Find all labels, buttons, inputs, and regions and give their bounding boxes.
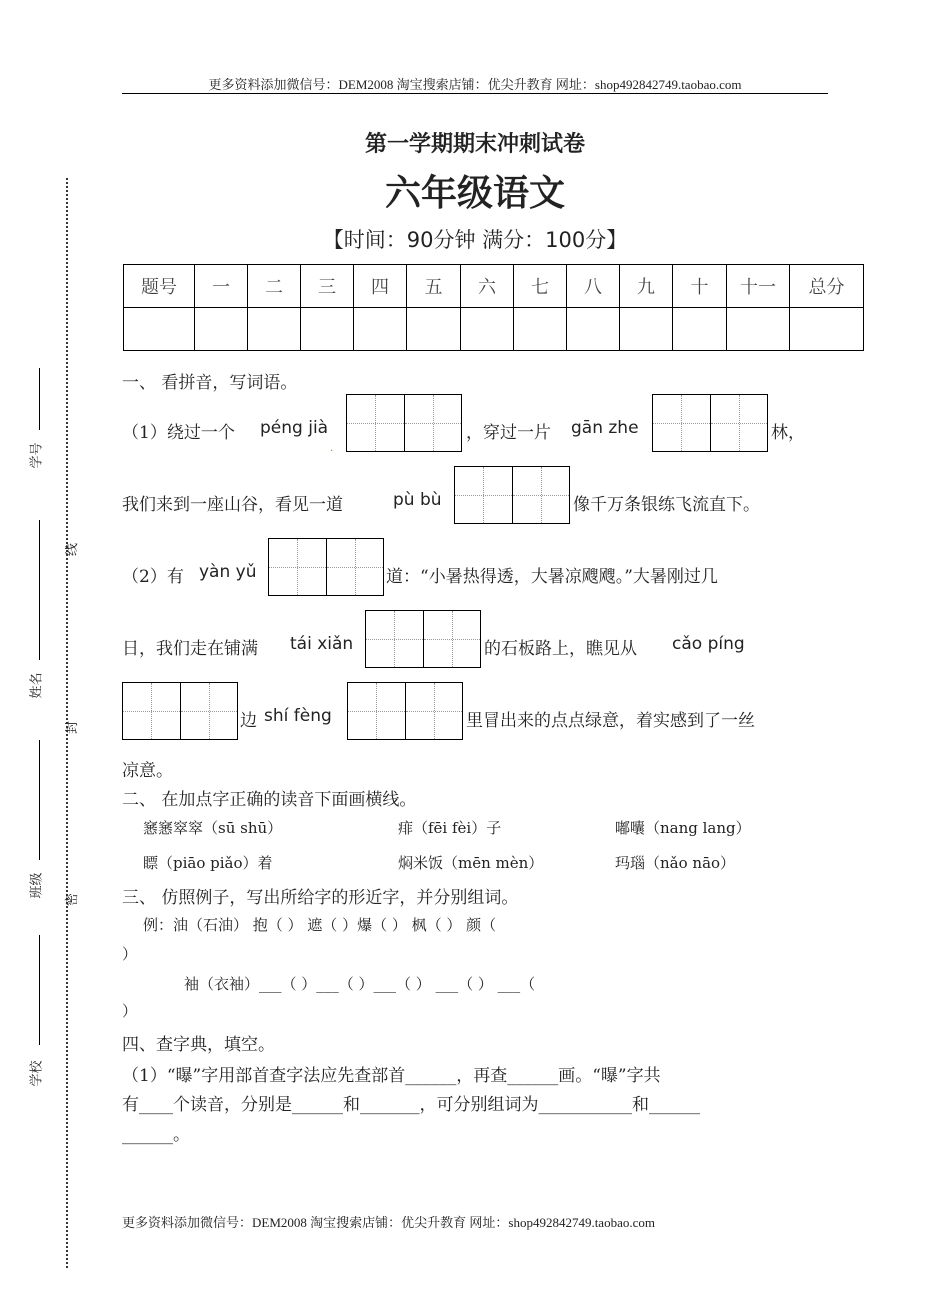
reading-item: 窸窸窣窣（sū shū） bbox=[143, 819, 283, 837]
pinyin-prompt: gān zhe bbox=[571, 418, 639, 438]
score-cell[interactable] bbox=[195, 308, 248, 351]
section3-heading: 三、 仿照例子，写出所给字的形近字，并分别组词。 bbox=[122, 888, 519, 908]
seal-char-xian: 线 bbox=[65, 542, 81, 557]
s1-text: 凉意。 bbox=[122, 761, 173, 781]
score-header-row bbox=[124, 265, 864, 308]
score-cell[interactable] bbox=[790, 308, 864, 351]
score-cell[interactable] bbox=[248, 308, 301, 351]
example-row: 例：油（石油） 抱（ ） 遮（ ）爆（ ） 枫（ ） 颜（ bbox=[143, 916, 497, 934]
page-footer: 更多资料添加微信号：DEM2008 淘宝搜索店铺：优尖升教育 网址：shop492842749.taobao.com bbox=[122, 1215, 655, 1230]
pinyin-prompt: cǎo píng bbox=[672, 634, 745, 654]
score-header-cell: 一 bbox=[195, 265, 248, 308]
score-cell[interactable] bbox=[514, 308, 567, 351]
pinyin-prompt: pù bù bbox=[393, 490, 442, 510]
exam-title: 第一学期期末冲刺试卷 bbox=[364, 132, 585, 157]
score-header-cell: 七 bbox=[514, 265, 567, 308]
class-label: 班级 bbox=[29, 872, 45, 899]
s1-text: （1）绕过一个 bbox=[122, 423, 235, 443]
subject-title: 六年级语文 bbox=[384, 173, 565, 214]
section1-heading: 一、 看拼音，写词语。 bbox=[122, 373, 298, 393]
pinyin-prompt: shí fèng bbox=[264, 706, 332, 726]
class-blank bbox=[39, 740, 40, 860]
score-cell[interactable] bbox=[407, 308, 461, 351]
score-header-cell: 九 bbox=[620, 265, 673, 308]
s1-text: 道：“小暑热得透，大暑凉飕飕。”大暑刚过几 bbox=[386, 567, 718, 587]
score-header-cell: 五 bbox=[407, 265, 461, 308]
example-row-cont: ） bbox=[122, 1002, 138, 1020]
score-cell[interactable] bbox=[301, 308, 354, 351]
answer-grid[interactable] bbox=[652, 394, 768, 452]
score-header-cell: 四 bbox=[354, 265, 407, 308]
score-header-cell: 三 bbox=[301, 265, 354, 308]
name-blank bbox=[39, 520, 40, 660]
score-header-cell: 题号 bbox=[124, 265, 195, 308]
score-header-cell: 十 bbox=[673, 265, 727, 308]
xuehao-blank bbox=[39, 368, 40, 430]
s1-text: （2）有 bbox=[122, 567, 184, 587]
school-label: 学校 bbox=[29, 1060, 45, 1087]
answer-grid[interactable] bbox=[268, 538, 384, 596]
score-header-cell: 八 bbox=[567, 265, 620, 308]
reading-item: 痱（fēi fèi）子 bbox=[398, 819, 502, 837]
dictionary-question: ______。 bbox=[122, 1125, 190, 1145]
s1-text: ，穿过一片 bbox=[466, 423, 551, 443]
dot-mark: · bbox=[330, 446, 334, 457]
seal-char-feng: 封 bbox=[65, 720, 81, 735]
name-label: 姓名 bbox=[29, 672, 45, 699]
pinyin-prompt: péng jià bbox=[260, 418, 329, 438]
section4-heading: 四、查字典，填空。 bbox=[122, 1035, 275, 1055]
s1-text: 的石板路上，瞧见从 bbox=[484, 639, 637, 659]
section2-heading: 二、 在加点字正确的读音下面画横线。 bbox=[122, 790, 417, 810]
s1-text: 里冒出来的点点绿意，着实感到了一丝 bbox=[466, 711, 755, 731]
score-cell[interactable] bbox=[620, 308, 673, 351]
s1-text: 像千万条银练飞流直下。 bbox=[573, 495, 760, 515]
s1-text: 日，我们走在铺满 bbox=[122, 639, 258, 659]
s1-text: 边 bbox=[240, 711, 257, 731]
s1-text: 我们来到一座山谷，看见一道 bbox=[122, 495, 343, 515]
score-table bbox=[123, 264, 864, 351]
reading-item: 嘟囔（nang lang） bbox=[615, 819, 751, 837]
score-cell[interactable] bbox=[673, 308, 727, 351]
answer-grid[interactable] bbox=[365, 610, 481, 668]
header-rule bbox=[122, 93, 828, 94]
score-cell[interactable] bbox=[461, 308, 514, 351]
example-row: 袖（衣袖）___（ ）___（ ）___（ ） ___（ ） ___（ bbox=[184, 975, 536, 993]
score-cell[interactable] bbox=[727, 308, 790, 351]
reading-item: 瞟（piāo piǎo）着 bbox=[143, 854, 273, 872]
example-row-cont: ） bbox=[122, 945, 138, 963]
score-cell[interactable] bbox=[354, 308, 407, 351]
time-score-info: 【时间：90分钟 满分：100分】 bbox=[322, 228, 628, 252]
seal-char-mi: 密 bbox=[65, 892, 81, 907]
score-header-cell: 总分 bbox=[790, 265, 864, 308]
student-id-label: 学号 bbox=[29, 442, 45, 469]
score-header-cell: 六 bbox=[461, 265, 514, 308]
answer-grid[interactable] bbox=[122, 682, 238, 740]
answer-grid[interactable] bbox=[346, 394, 462, 452]
reading-item: 玛瑙（nǎo nāo） bbox=[615, 854, 736, 872]
score-header-cell: 十一 bbox=[727, 265, 790, 308]
s1-text: 林， bbox=[771, 423, 805, 443]
pinyin-prompt: tái xiǎn bbox=[290, 634, 354, 654]
reading-item: 焖米饭（mēn mèn） bbox=[398, 854, 544, 872]
score-input-row bbox=[124, 308, 864, 351]
pinyin-prompt: yàn yǔ bbox=[199, 562, 257, 582]
answer-grid[interactable] bbox=[454, 466, 570, 524]
page-header: 更多资料添加微信号：DEM2008 淘宝搜索店铺：优尖升教育 网址：shop492842749.taobao.com bbox=[208, 77, 742, 92]
score-cell[interactable] bbox=[567, 308, 620, 351]
score-cell[interactable] bbox=[124, 308, 195, 351]
dictionary-question: （1）“曝”字用部首查字法应先查部首______，再查______画。“曝”字共 bbox=[122, 1066, 661, 1086]
score-header-cell: 二 bbox=[248, 265, 301, 308]
answer-grid[interactable] bbox=[347, 682, 463, 740]
school-blank bbox=[39, 935, 40, 1045]
dictionary-question: 有____个读音，分别是______和_______，可分别组词为___________和______ bbox=[122, 1095, 700, 1115]
